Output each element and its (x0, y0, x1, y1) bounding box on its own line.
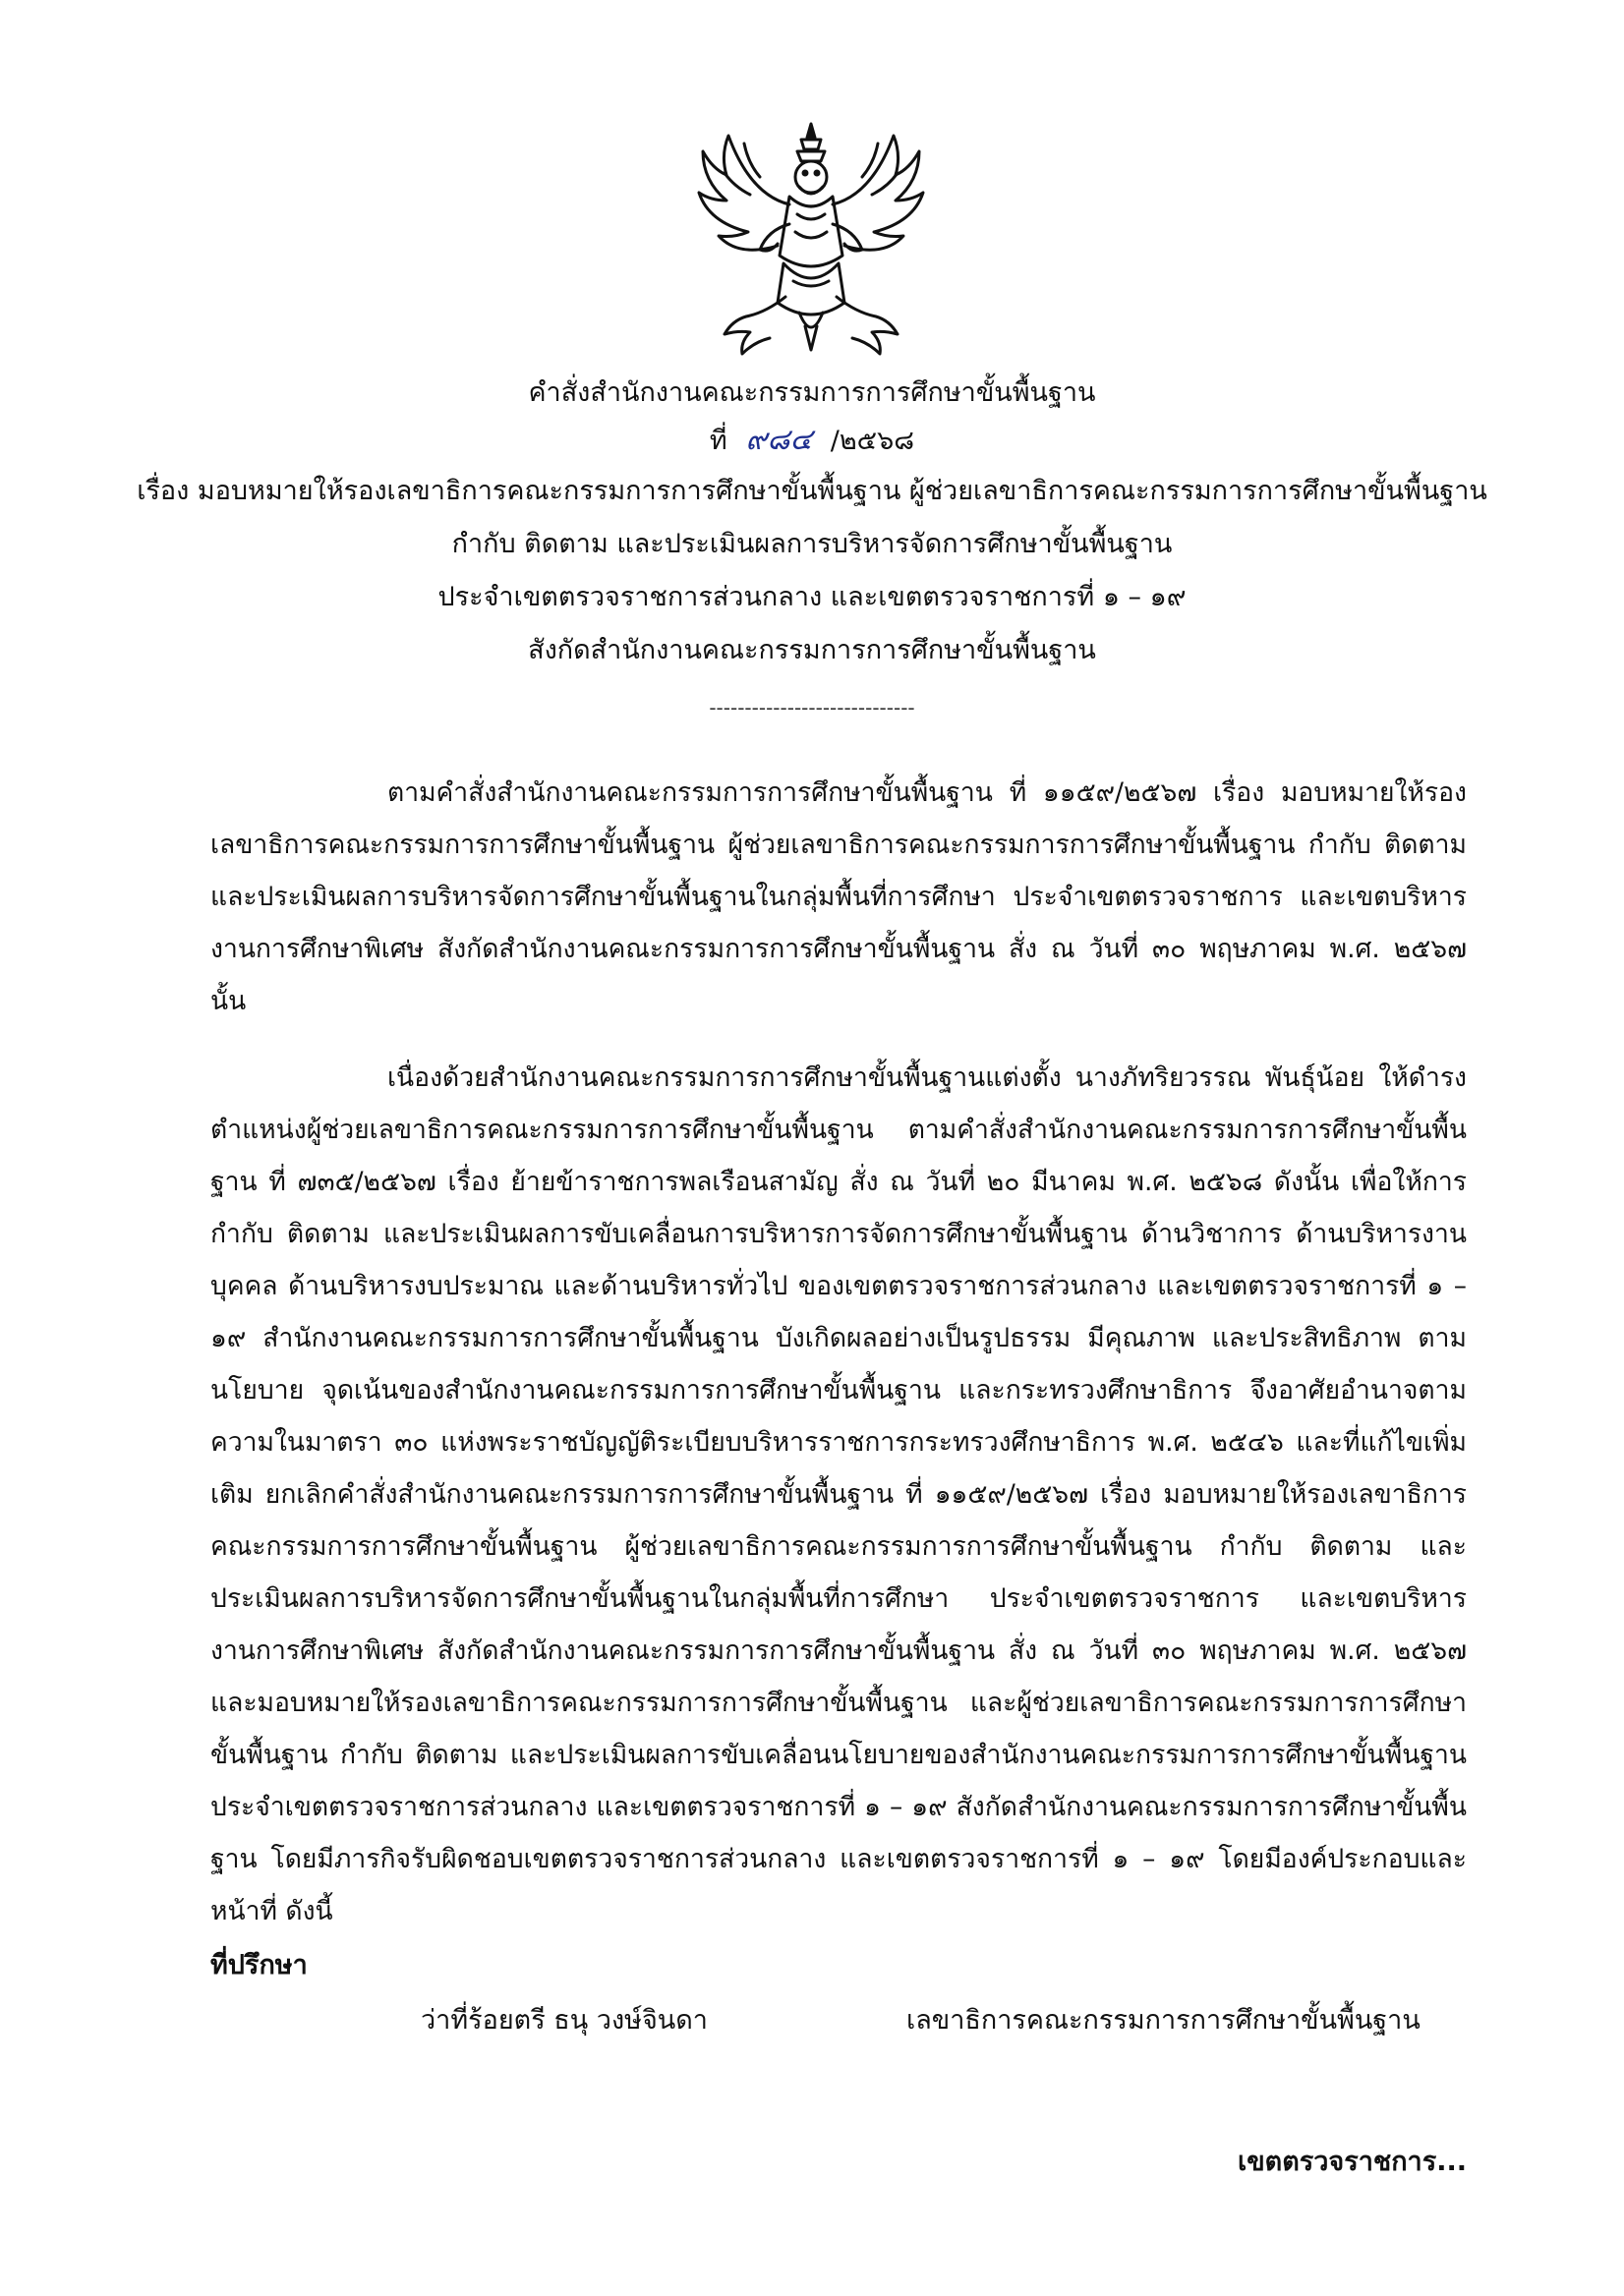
advisor-heading: ที่ปรึกษา (210, 1950, 308, 1980)
order-number (0, 421, 1624, 461)
header-divider: ----------------------------- (709, 696, 915, 719)
advisor-name: ว่าที่ร้อยตรี ธนุ วงษ์จินดา (421, 2005, 708, 2036)
order-number-suffix: /๒๕๖๘ (830, 426, 915, 456)
body-paragraph-2: เนื่องด้วยสำนักงานคณะกรรมการการศึกษาขั้นพื้นฐานแต่งตั้ง นางภัทริยวรรณ พันธุ์น้อย ให้ดำรงตำแหน่งผู้ช่วยเลขาธิการคณะกรรมการการศึกษาขั้นพื้นฐาน ตามคำสั่งสำนักงานคณะกรรมการการศึกษาขั้นพื้นฐาน ที่ ๗๓๕/๒๕๖๗ เรื่อง ย้ายข้าราชการพลเรือนสามัญ สั่ง ณ วันที่ ๒๐ มีนาคม พ.ศ. ๒๕๖๘ ดังนั้น เพื่อให้การกำกับ ติดตาม และประเมินผลการขับเคลื่อนการบริหารการจัดการศึกษาขั้นพื้นฐาน ด้านวิชาการ ด้านบริหารงานบุคคล ด้านบริหารงบประมาณ และด้านบริหารทั่วไป ของเขตตรวจราชการส่วนกลาง และเขตตรวจราชการที่ ๑ – ๑๙ สำนักงานคณะกรรมการการศึกษาขั้นพื้นฐาน บังเกิดผลอย่างเป็นรูปธรรม มีคุณภาพ และประสิทธิภาพ ตามนโยบาย จุดเน้นของสำนักงานคณะกรรมการการศึกษาขั้นพื้นฐาน และกระทรวงศึกษาธิการ จึงอาศัยอำนาจตามความในมาตรา ๓๐ แห่งพระราชบัญญัติระเบียบบริหารราชการกระทรวงศึกษาธิการ พ.ศ. ๒๕๔๖ และที่แก้ไขเพิ่มเติม ยกเลิกคำสั่งสำนักงานคณะกรรมการการศึกษาขั้นพื้นฐาน ที่ ๑๑๕๙/๒๕๖๗ เรื่อง มอบหมายให้รองเลขาธิการคณะกรรมการการศึกษาขั้นพื้นฐาน ผู้ช่วยเลขาธิการคณะกรรมการการศึกษาขั้นพื้นฐาน กำกับ ติดตาม และประเมินผลการบริหารจัดการศึกษาขั้นพื้นฐานในกลุ่มพื้นที่การศึกษา ประจำเขตตรวจราชการ และเขตบริหารงานการศึกษาพิเศษ สังกัดสำนักงานคณะกรรมการการศึกษาขั้นพื้นฐาน สั่ง ณ วันที่ ๓๐ พฤษภาคม พ.ศ. ๒๕๖๗ และมอบหมายให้รองเลขาธิการคณะกรรมการการศึกษาขั้นพื้นฐาน และผู้ช่วยเลขาธิการคณะกรรมการการศึกษาขั้นพื้นฐาน กำกับ ติดตาม และประเมินผลการขับเคลื่อนนโยบายของสำนักงานคณะกรรมการการศึกษาขั้นพื้นฐาน ประจำเขตตรวจราชการส่วนกลาง และเขตตรวจราชการที่ ๑ – ๑๙ สังกัดสำนักงานคณะกรรมการการศึกษาขั้นพื้นฐาน โดยมีภารกิจรับผิดชอบเขตตรวจราชการส่วนกลาง และเขตตรวจราชการที่ ๑ – ๑๙ โดยมีองค์ประกอบและหน้าที่ ดังนี้ (210, 1062, 1467, 1926)
subject-continuation-3: สังกัดสำนักงานคณะกรรมการการศึกษาขั้นพื้นฐาน (528, 635, 1096, 665)
subject-continuation-1: กำกับ ติดตาม และประเมินผลการบริหารจัดการศึกษาขั้นพื้นฐาน (451, 529, 1173, 559)
order-number-prefix: ที่ (709, 426, 727, 456)
advisor-position: เลขาธิการคณะกรรมการการศึกษาขั้นพื้นฐาน (906, 2005, 1421, 2036)
body-paragraph-1: ตามคำสั่งสำนักงานคณะกรรมการการศึกษาขั้นพื้นฐาน ที่ ๑๑๕๙/๒๕๖๗ เรื่อง มอบหมายให้รองเลขาธิการคณะกรรมการการศึกษาขั้นพื้นฐาน ผู้ช่วยเลขาธิการคณะกรรมการการศึกษาขั้นพื้นฐาน กำกับ ติดตาม และประเมินผลการบริหารจัดการศึกษาขั้นพื้นฐานในกลุ่มพื้นที่การศึกษา ประจำเขตตรวจราชการ และเขตบริหารงานการศึกษาพิเศษ สังกัดสำนักงานคณะกรรมการการศึกษาขั้นพื้นฐาน สั่ง ณ วันที่ ๓๐ พฤษภาคม พ.ศ. ๒๕๖๗ นั้น (210, 777, 1467, 1016)
garuda-emblem-icon (691, 116, 932, 367)
subject-continuation-2: ประจำเขตตรวจราชการส่วนกลาง และเขตตรวจราชการที่ ๑ – ๑๙ (437, 582, 1187, 612)
order-number-value: ๙๘๔ (745, 423, 813, 457)
subject-line: เรื่อง มอบหมายให้รองเลขาธิการคณะกรรมการการศึกษาขั้นพื้นฐาน ผู้ช่วยเลขาธิการคณะกรรมการการศึกษาขั้นพื้นฐาน (137, 476, 1487, 506)
order-title: คำสั่งสำนักงานคณะกรรมการการศึกษาขั้นพื้นฐาน (528, 377, 1096, 408)
page-continuation: เขตตรวจราชการ... (1237, 2147, 1467, 2177)
